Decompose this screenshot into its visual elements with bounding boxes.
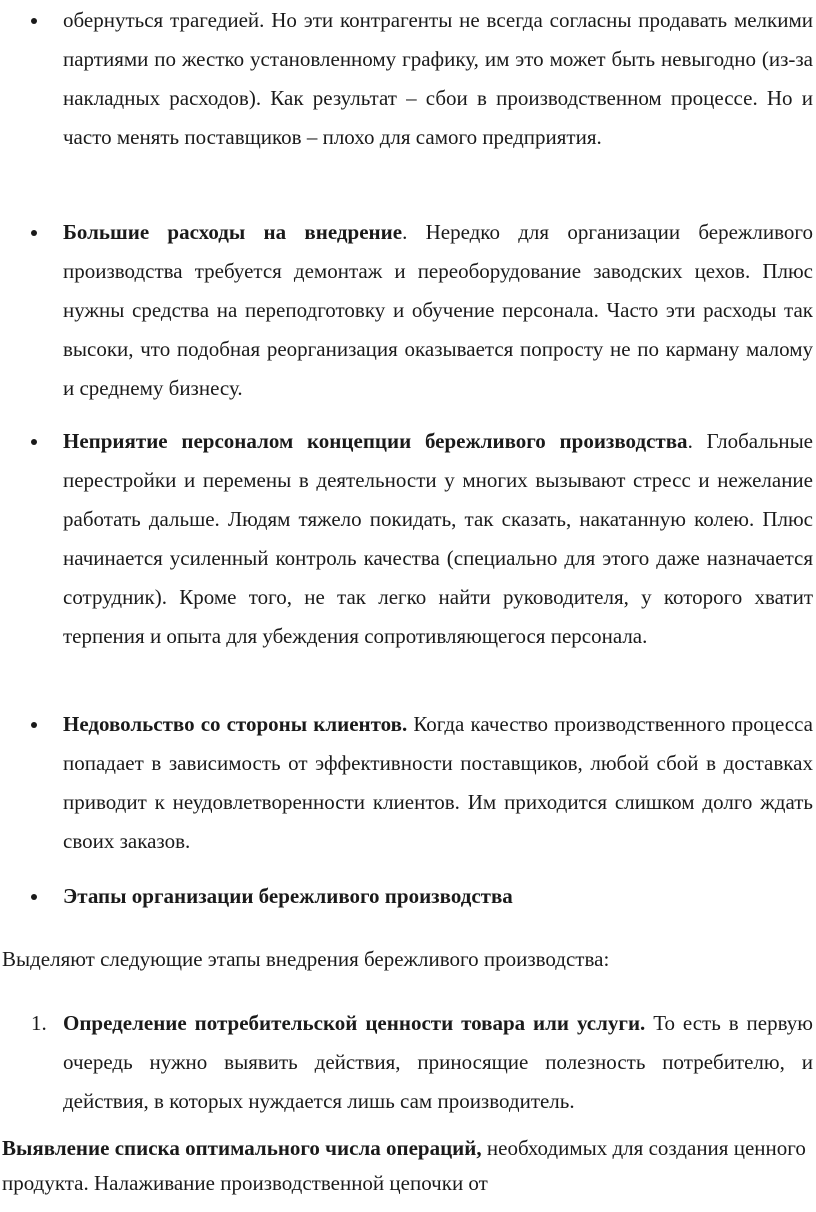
- list-item-text: обернуться трагедией. Но эти контрагенты не всегда согласны продавать мелкими партиями по жестко установленному графику, им это может быть невыгодно (из-за накладных расходов). Как результат – сбои в производственном процессе. Но и часто менять поставщиков – плохо для самого предприятия.: [63, 8, 813, 149]
- list-item: [63, 877, 813, 916]
- list-item: [63, 422, 813, 656]
- list-item-text: Когда качество производственного процесса попадает в зависимость от эффективности поставщиков, любой сбой в доставках приводит к неудовлетворенности клиентов. Им приходится слишком долго ждать своих заказов.: [63, 712, 814, 853]
- list-item-text: . Нередко для организации бережливого производства требуется демонтаж и переоборудование заводских цехов. Плюс нужны средства на переподготовку и обучение персонала. Часто эти расходы так высоки, что подобная реорганизация оказывается попросту не по карману малому и среднему бизнесу.: [63, 220, 813, 400]
- bullet-icon: [31, 230, 37, 236]
- numbered-item-text: То есть в первую очередь нужно выявить действия, приносящие полезность потребителю, и действия, в которых нуждается лишь сам производитель.: [63, 1011, 813, 1113]
- numbered-item-bold: Определение потребительской ценности товара или услуги.: [63, 1011, 646, 1035]
- bullet-icon: [31, 894, 37, 900]
- list-item-bold: Неприятие персоналом концепции бережливого производства: [63, 429, 688, 453]
- numbered-item: [31, 1004, 813, 1121]
- list-item: [63, 705, 813, 861]
- item-number: 1.: [31, 1011, 47, 1035]
- bullet-icon: [31, 439, 37, 445]
- paragraph-text: необходимых для создания ценного продукта. Налаживание производственной цепочки от: [2, 1136, 806, 1195]
- list-item: [63, 213, 813, 408]
- list-item-bold: Недовольство со стороны клиентов.: [63, 712, 408, 736]
- list-item-text: . Глобальные перестройки и перемены в деятельности у многих вызывают стресс и нежелание работать дальше. Людям тяжело покидать, так сказать, накатанную колею. Плюс начинается усиленный контроль качества (специально для этого даже назначается сотрудник). Кроме того, не так легко найти руководителя, у которого хватит терпения и опыта для убеждения сопротивляющегося персонала.: [63, 429, 813, 648]
- list-item-bold: Этапы организации бережливого производства: [63, 884, 513, 908]
- list-item-bold: Большие расходы на внедрение: [63, 220, 403, 244]
- paragraph-bold: Выявление списка оптимального числа операций,: [2, 1136, 482, 1160]
- bullet-icon: [31, 18, 37, 24]
- body-paragraph: [2, 1131, 813, 1201]
- list-item: [63, 1, 813, 157]
- bullet-icon: [31, 722, 37, 728]
- intro-paragraph: Выделяют следующие этапы внедрения бережливого производства:: [2, 947, 610, 971]
